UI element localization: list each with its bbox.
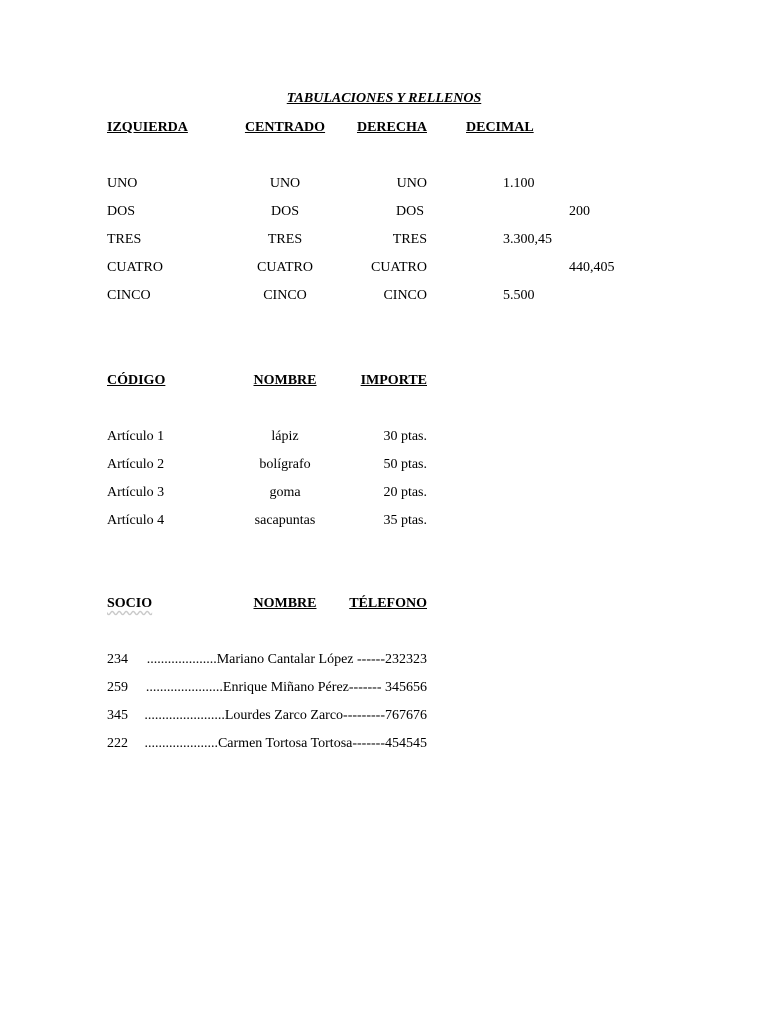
row-center-text: CINCO xyxy=(263,288,307,303)
member-number: 259 xyxy=(107,680,128,695)
header-codigo: CÓDIGO xyxy=(107,373,166,388)
member-number: 234 xyxy=(107,652,128,667)
item-code: Artículo 3 xyxy=(107,485,165,500)
header-nombre: NOMBRE xyxy=(253,373,317,388)
row-decimal-value: 440,405 xyxy=(569,260,615,275)
row-decimal-value: 200 xyxy=(569,204,590,219)
row-right-text: TRES xyxy=(392,232,427,247)
item-code: Artículo 4 xyxy=(107,513,165,528)
row-right-text: DOS xyxy=(395,204,424,219)
row-decimal-value: 1.100 xyxy=(503,176,535,191)
row-decimal-value: 5.500 xyxy=(503,288,535,303)
row-right-text: CINCO xyxy=(383,288,427,303)
item-amount: 35 ptas. xyxy=(383,513,427,528)
item-name: lápiz xyxy=(271,429,299,444)
header-centrado: CENTRADO xyxy=(244,120,326,135)
item-amount: 20 ptas. xyxy=(383,485,427,500)
member-number: 345 xyxy=(107,708,128,723)
item-name: sacapuntas xyxy=(254,513,316,528)
row-left-text: CUATRO xyxy=(107,260,164,275)
row-center-text: TRES xyxy=(267,232,303,247)
header-decimal: DECIMAL xyxy=(466,120,534,135)
header-izquierda: IZQUIERDA xyxy=(107,120,188,135)
row-center-text: CUATRO xyxy=(256,260,313,275)
row-center-text: UNO xyxy=(269,176,301,191)
member-details: ......................Enrique Miñano Pérez------- 345656 xyxy=(145,680,427,695)
header-importe: IMPORTE xyxy=(360,373,427,388)
row-center-text: DOS xyxy=(270,204,299,219)
header-derecha: DERECHA xyxy=(356,120,427,135)
item-name: bolígrafo xyxy=(259,457,311,472)
row-left-text: UNO xyxy=(107,176,138,191)
item-amount: 50 ptas. xyxy=(383,457,427,472)
row-left-text: CINCO xyxy=(107,288,151,303)
member-details: .....................Carmen Tortosa Tortosa-------454545 xyxy=(144,736,427,751)
item-code: Artículo 1 xyxy=(107,429,165,444)
row-right-text: CUATRO xyxy=(370,260,427,275)
header-nombre-socio: NOMBRE xyxy=(253,596,317,611)
member-details: .......................Lourdes Zarco Zarco---------767676 xyxy=(144,708,427,723)
item-name: goma xyxy=(269,485,301,500)
header-telefono: TÉLEFONO xyxy=(349,596,427,611)
row-left-text: DOS xyxy=(107,204,136,219)
row-left-text: TRES xyxy=(107,232,142,247)
member-details: ....................Mariano Cantalar López ------232323 xyxy=(146,652,427,667)
member-number: 222 xyxy=(107,736,128,751)
row-decimal-value: 3.300,45 xyxy=(503,232,552,247)
item-amount: 30 ptas. xyxy=(383,429,427,444)
row-right-text: UNO xyxy=(396,176,427,191)
header-socio: SOCIO xyxy=(107,596,153,611)
item-code: Artículo 2 xyxy=(107,457,165,472)
document-title: TABULACIONES Y RELLENOS xyxy=(286,91,482,106)
